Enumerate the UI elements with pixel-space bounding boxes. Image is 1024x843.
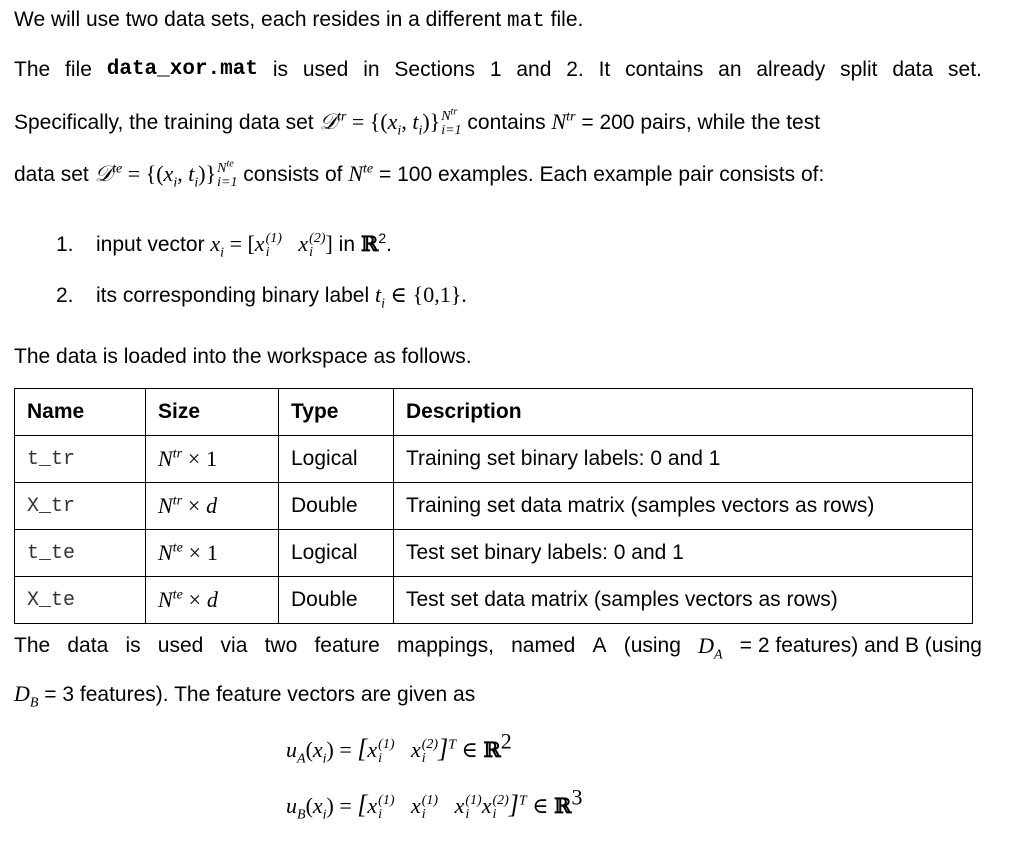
label-math: $t_i$ ∈ [375,282,407,312]
workspace-table [14,388,973,624]
intro-line-4 [14,160,824,190]
word: used [157,634,204,657]
intro-line-1 [14,6,583,36]
text: = 100 examples. Each example pair consists of: [379,163,825,186]
cell-type: Logical [279,530,394,577]
real-space-math: ℝ$^2$. [360,230,392,256]
loaded-text: The data is loaded into the workspace as follows. [14,345,472,368]
table-row [15,483,973,530]
word: already [756,58,826,81]
text: consists of [243,163,343,186]
cell-name: t_tr [15,436,146,483]
word: 2. [566,58,584,81]
cell-type: Double [279,577,394,624]
word: A [592,634,607,657]
word: split [840,58,878,81]
size-dim: 1 [206,540,218,565]
word: named [511,634,576,657]
da-math: $D_A$ [698,633,723,663]
cell-description: Training set binary labels: 0 and 1 [394,436,973,483]
db-math: $D_B$ [14,681,39,711]
word: file [65,58,92,81]
features-line-1 [14,632,982,663]
size-sup: te [172,540,183,556]
text: = 200 pairs, while the test [581,111,821,134]
text: = 3 features). The feature vectors are given as [44,683,476,706]
size-sup: tr [172,493,183,509]
list-item-1 [56,230,392,260]
list-text: in [338,233,356,256]
word: in [363,58,380,81]
nte-math: $N^{te}$ [348,161,374,186]
text: = 2 features) and B (using [739,634,982,657]
word: two [264,634,298,657]
list-item-2 [56,281,467,310]
word: and [516,58,552,81]
equation-ub: $u_B(x_i) = [x$ (1) i x (1) i x (1) i x (2) i ]$^T$ ∈ ℝ$^3$ [286,784,583,823]
word: It [598,58,611,81]
intro-line-2 [14,56,982,84]
list-text: input vector [96,233,205,256]
ntr-math: $N^{tr}$ [551,109,576,134]
test-set-math: 𝒟$^{te}$ = {($x_i$, $t_i$)} $N^{te}$ i=1 [94,158,238,191]
list-number: 1. [56,233,74,256]
input-vector-math: $x_i = [x$ (1) i x (2) i ] [210,230,333,261]
text: data set [14,163,89,186]
cell-description: Test set data matrix (samples vectors as rows) [394,577,973,624]
word: data [892,58,934,81]
word: is [272,58,288,81]
size-sup: tr [172,446,183,462]
table-row [15,436,973,483]
cell-name: t_te [15,530,146,577]
training-set-math: 𝒟$^{tr}$ = {($x_i$, $t_i$)} $N^{tr}$ i=1 [319,106,462,139]
size-dim: d [206,493,218,518]
word: (using [623,634,681,657]
size-dim: 1 [206,446,218,471]
cell-type: Logical [279,436,394,483]
list-number: 2. [56,284,74,307]
word: is [125,634,141,657]
text: Specifically, the training data set [14,111,314,134]
word: Sections [394,58,475,81]
table-row [15,530,973,577]
data-file-code: data_xor.mat [106,58,258,81]
word: The [14,634,51,657]
cell-name: X_tr [15,483,146,530]
cell-type: Double [279,483,394,530]
cell-size: $N^{tr} \times d$ [146,483,279,530]
label-set: {0,1}. [412,282,467,307]
word: 1 [489,58,502,81]
text: contains [467,111,546,134]
word: feature [314,634,380,657]
word: an [718,58,742,81]
features-line-2 [14,680,475,709]
word: mappings, [397,634,494,657]
word: set. [948,58,982,81]
list-text: its corresponding binary label [96,284,370,307]
header-size: Size [146,389,279,436]
word: used [302,58,349,81]
cell-description: Test set binary labels: 0 and 1 [394,530,973,577]
cell-size: $N^{te} \times 1$ [146,530,279,577]
intro-text: We will use two data sets, each resides in a different [14,8,502,31]
table-row [15,577,973,624]
size-sup: te [172,587,183,603]
header-type: Type [279,389,394,436]
header-description: Description [394,389,973,436]
cell-description: Training set data matrix (samples vectors as rows) [394,483,973,530]
intro-line-3 [14,108,820,138]
equation-ua: $u_A(x_i) = [x$ (1) i x (2) i ]$^T$ ∈ ℝ$^2$ [286,728,512,767]
word: contains [625,58,704,81]
mat-code: mat [507,10,545,33]
word: data [67,634,109,657]
size-dim: d [206,587,218,612]
cell-size: $N^{tr} \times 1$ [146,436,279,483]
header-name: Name [15,389,146,436]
word: The [14,58,51,81]
intro-text-end: file. [550,8,584,31]
cell-size: $N^{te} \times d$ [146,577,279,624]
word: via [220,634,248,657]
table-header-row [15,389,973,436]
cell-name: X_te [15,577,146,624]
